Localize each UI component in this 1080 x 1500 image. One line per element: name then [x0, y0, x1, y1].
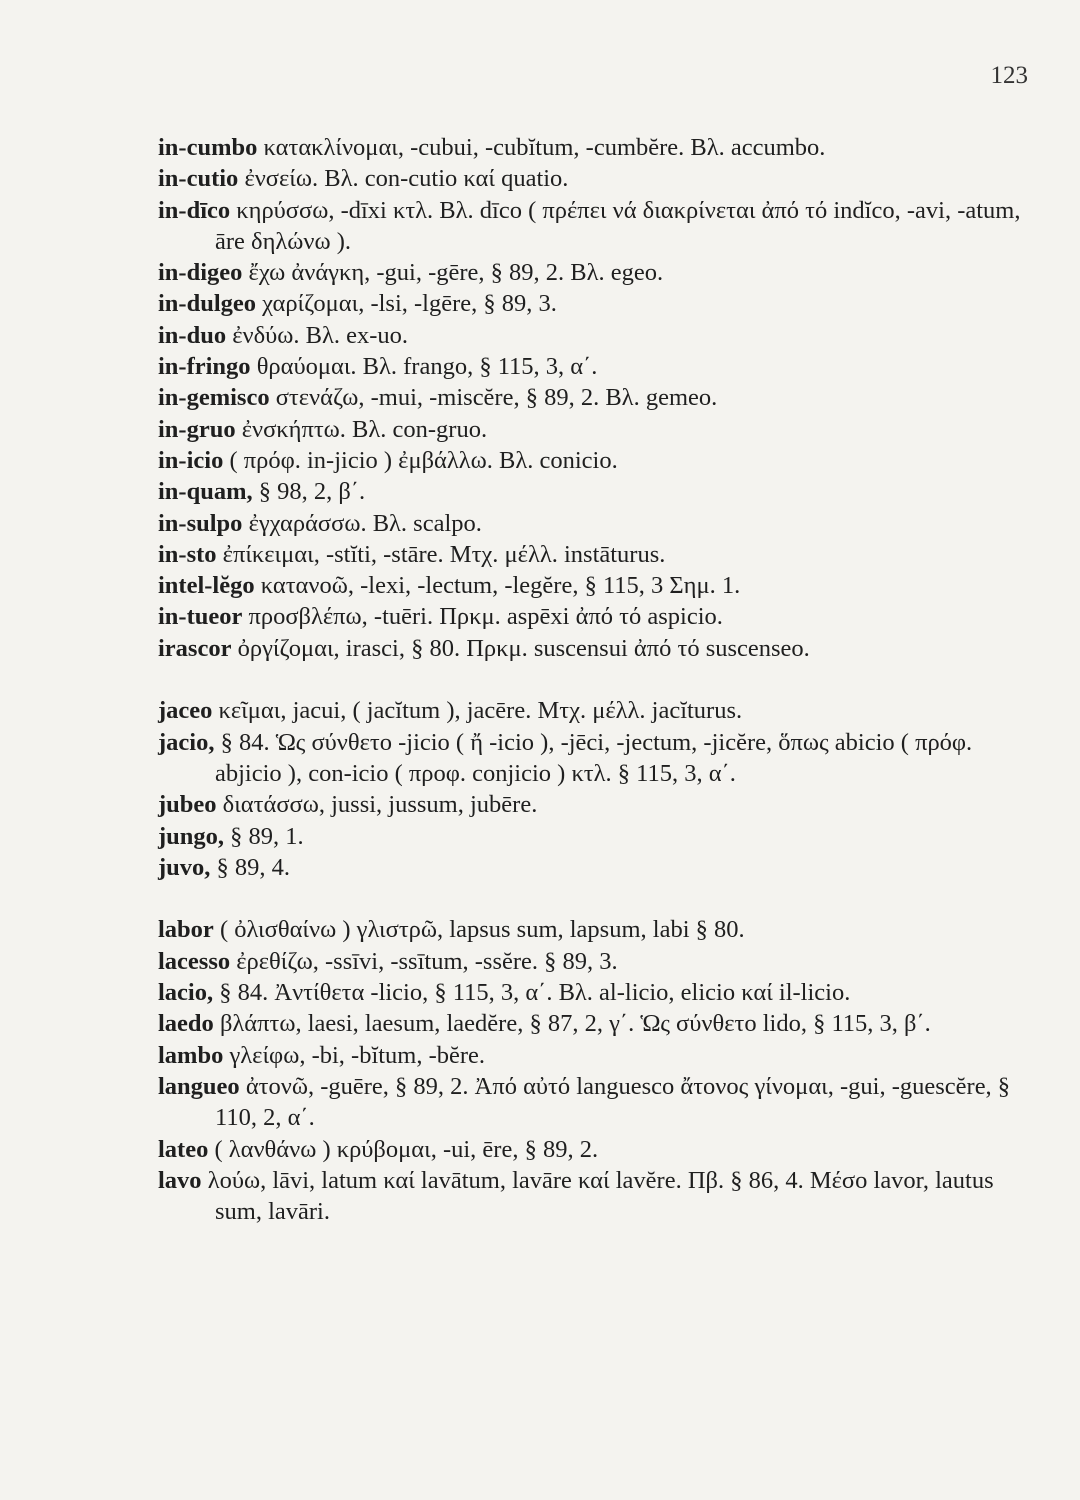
entry-in-quam	[158, 476, 1038, 507]
page-number: 123	[990, 62, 1028, 89]
entry-in-sto	[158, 539, 1038, 570]
entry-body: κατακλίνομαι, -cubui, -cubĭtum, -cumbĕre. Βλ. accumbo.	[257, 134, 826, 161]
entry-body: ἐνδύω. Βλ. ex-uo.	[226, 321, 409, 349]
entry-juvo	[158, 852, 1038, 883]
entry-headword: in-icio	[158, 446, 224, 474]
entry-jacio	[158, 727, 1038, 790]
entry-body: χαρίζομαι, -lsi, -lgēre, § 89, 3.	[256, 290, 557, 318]
entry-body: θραύομαι. Βλ. frango, § 115, 3, α΄.	[250, 353, 598, 381]
entry-in-dulgeo	[158, 288, 1038, 319]
entry-headword: lacio,	[158, 979, 214, 1007]
entry-headword: jaceo	[158, 697, 213, 725]
entry-headword: in-sto	[158, 540, 217, 568]
entry-intel-lego	[158, 570, 1038, 601]
entry-body: § 84. Ἀντίθετα -licio, § 115, 3, α΄. Βλ. al-licio, elicio καί il-licio.	[213, 979, 851, 1007]
entry-headword: in-cutio	[158, 165, 239, 193]
entry-in-tueor	[158, 601, 1038, 632]
entry-in-duo	[158, 320, 1038, 351]
entry-body: ἐγχαράσσω. Βλ. scalpo.	[242, 509, 482, 537]
entry-headword: in-digeo	[158, 259, 243, 287]
entry-lacesso	[158, 946, 1038, 977]
entry-body: στενάζω, -mui, -miscĕre, § 89, 2. Βλ. gemeo.	[269, 384, 718, 412]
entry-in-icio	[158, 445, 1038, 476]
entry-irascor	[158, 633, 1038, 664]
entry-body: κεῖμαι, jacui, ( jacĭtum ), jacēre. Μτχ. μέλλ. jacĭturus.	[212, 697, 743, 725]
entry-jubeo	[158, 789, 1038, 820]
entry-body: § 84. Ὡς σύνθετο -jicio ( ἤ -icio ), -jēci, -jectum, -jicĕre, ὅπως abicio ( πρόφ. abjicio ), con-icio ( προφ. conjicio ) κτλ. § 115, 3, α΄.	[214, 728, 973, 787]
entry-headword: labor	[158, 916, 214, 944]
entry-headword: irascor	[158, 634, 232, 662]
entry-headword: in-quam,	[158, 478, 253, 506]
entry-headword: lambo	[158, 1041, 224, 1069]
entry-body: ἀτονῶ, -guēre, § 89, 2. Ἀπό αὐτό languesco ἄτονος γίνομαι, -gui, -guescĕre, § 110, 2, α΄.	[215, 1072, 1011, 1132]
entry-body: § 98, 2, β΄.	[252, 478, 366, 506]
entry-headword: in-fringo	[158, 353, 251, 381]
entry-body: κηρύσσω, -dīxi κτλ. Βλ. dīco ( πρέπει νά διακρίνεται ἀπό τό indĭco, -avi, -atum, āre δηλώνω ).	[215, 196, 1021, 255]
entry-body: ( λανθάνω ) κρύβομαι, -ui, ēre, § 89, 2.	[208, 1135, 599, 1163]
entry-in-fringo	[158, 351, 1038, 382]
entry-in-cutio	[158, 163, 1038, 194]
entry-body: ἐπίκειμαι, -stĭti, -stāre. Μτχ. μέλλ. instāturus.	[216, 540, 666, 568]
dictionary-entries	[158, 132, 1038, 1227]
entry-headword: in-tueor	[158, 603, 243, 631]
entry-headword: lateo	[158, 1135, 209, 1163]
section-gap	[158, 883, 1038, 914]
entry-headword: intel-lĕgo	[158, 572, 255, 600]
entry-headword: juvo,	[158, 853, 211, 881]
entry-body: § 89, 4.	[210, 853, 291, 881]
section-gap	[158, 664, 1038, 695]
entry-labor	[158, 914, 1038, 945]
entry-in-dico	[158, 195, 1038, 258]
entry-in-gruo	[158, 414, 1038, 445]
entry-body: κατανοῶ, -lexi, -lectum, -legĕre, § 115, 3 Σημ. 1.	[254, 572, 741, 600]
entry-body: ὀργίζομαι, irasci, § 80. Πρκμ. suscensui ἀπό τό suscenseo.	[231, 634, 810, 662]
entry-headword: in-duo	[158, 321, 227, 349]
entry-body: ( πρόφ. in-jicio ) ἐμβάλλω. Βλ. conicio.	[223, 446, 618, 474]
entry-headword: in-cumbo	[158, 134, 258, 161]
entry-body: ἔχω ἀνάγκη, -gui, -gēre, § 89, 2. Βλ. egeo.	[242, 259, 664, 287]
entry-body: § 89, 1.	[224, 822, 304, 850]
entry-headword: langueo	[158, 1072, 240, 1100]
entry-body: προσβλέπω, -tuēri. Πρκμ. aspēxi ἀπό τό aspicio.	[242, 603, 723, 631]
entry-lateo	[158, 1134, 1038, 1165]
entry-headword: laedo	[158, 1010, 214, 1038]
entry-body: ἐρεθίζω, -ssīvi, -ssītum, -ssĕre. § 89, 3.	[230, 947, 618, 975]
entry-lambo	[158, 1040, 1038, 1071]
entry-body: ( ὀλισθαίνω ) γλιστρῶ, lapsus sum, lapsum, labi § 80.	[213, 916, 745, 944]
entry-body: λούω, lāvi, latum καί lavātum, lavāre καί lavĕre. Πβ. § 86, 4. Μέσο lavor, lautus sum, lavāri.	[201, 1166, 994, 1226]
entry-laedo	[158, 1008, 1038, 1039]
entry-in-sulpo	[158, 508, 1038, 539]
entry-headword: lavo	[158, 1166, 202, 1194]
entry-body: ἐνσκήπτω. Βλ. con-gruo.	[235, 415, 488, 443]
entry-langueo	[158, 1071, 1038, 1134]
entry-headword: lacesso	[158, 947, 231, 975]
entry-in-cumbo	[158, 132, 1038, 163]
entry-headword: in-sulpo	[158, 509, 243, 537]
entry-headword: in-dulgeo	[158, 290, 257, 318]
entry-headword: jungo,	[158, 822, 225, 850]
entry-jaceo	[158, 695, 1038, 726]
entry-lavo	[158, 1165, 1038, 1228]
entry-in-digeo	[158, 257, 1038, 288]
entry-body: ἐνσείω. Βλ. con-cutio καί quatio.	[238, 165, 569, 193]
entry-headword: in-gruo	[158, 415, 236, 443]
entry-jungo	[158, 821, 1038, 852]
entry-in-gemisco	[158, 382, 1038, 413]
entry-body: βλάπτω, laesi, laesum, laedĕre, § 87, 2, γ΄. Ὡς σύνθετο lido, § 115, 3, β΄.	[213, 1010, 931, 1038]
entry-body: διατάσσω, jussi, jussum, jubēre.	[216, 791, 538, 819]
entry-headword: in-dīco	[158, 196, 231, 224]
entry-headword: in-gemisco	[158, 384, 270, 412]
entry-lacio	[158, 977, 1038, 1008]
entry-body: γλείφω, -bi, -bĭtum, -bĕre.	[223, 1041, 486, 1069]
entry-headword: jubeo	[158, 791, 217, 819]
entry-headword: jacio,	[158, 728, 215, 756]
